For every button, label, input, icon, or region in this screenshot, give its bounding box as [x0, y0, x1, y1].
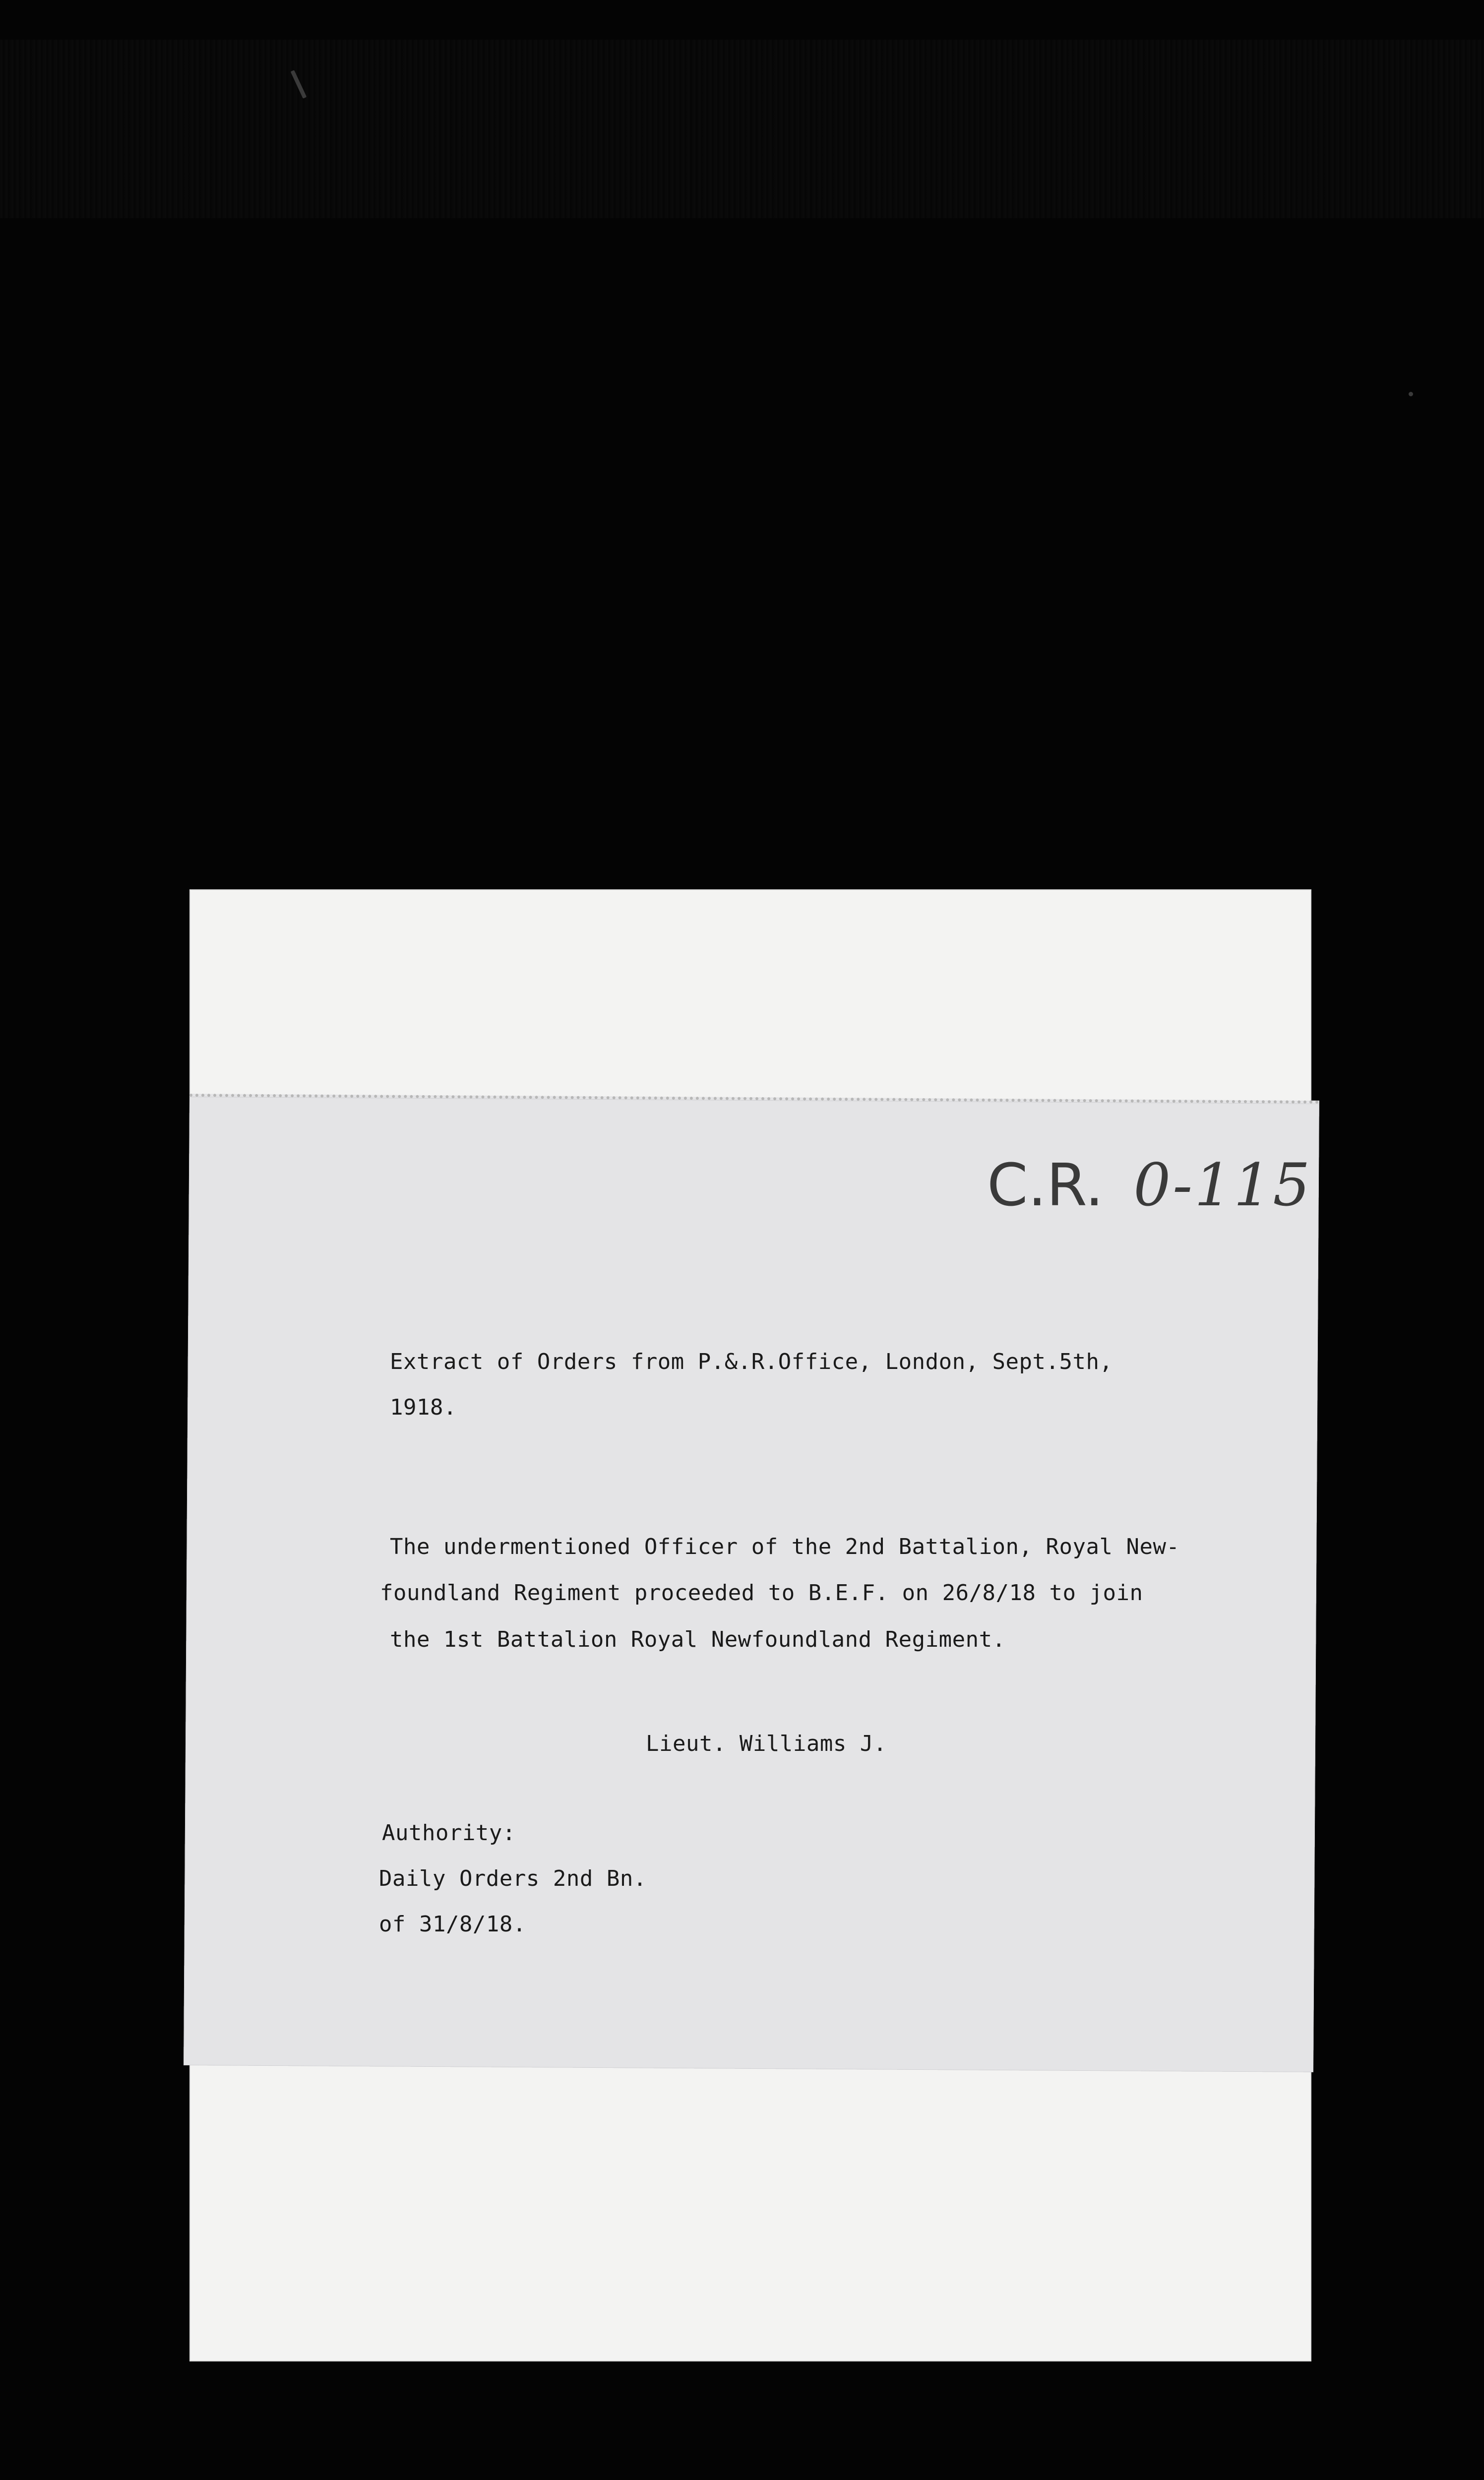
- body-line-3: the 1st Battalion Royal Newfoundland Regiment.: [390, 1627, 1006, 1652]
- authority-line-2: of 31/8/18.: [379, 1912, 526, 1937]
- authority-label: Authority:: [382, 1820, 516, 1846]
- heading-line-1: Extract of Orders from P.&.R.Office, London, Sept.5th,: [390, 1349, 1113, 1374]
- file-prefix: C.R.: [987, 1151, 1104, 1219]
- body-line-2: foundland Regiment proceeded to B.E.F. on 26/8/18 to join: [380, 1580, 1143, 1606]
- film-edge-band: [0, 40, 1484, 218]
- body-line-1: The undermentioned Officer of the 2nd Battalion, Royal New-: [390, 1534, 1180, 1559]
- file-number: 0-115: [1133, 1151, 1312, 1219]
- heading-line-2: 1918.: [390, 1395, 457, 1420]
- film-speck: [1409, 392, 1413, 396]
- authority-line-1: Daily Orders 2nd Bn.: [379, 1866, 647, 1891]
- handwritten-file-reference: [987, 1151, 1312, 1219]
- officer-name: Lieut. Williams J.: [646, 1731, 887, 1756]
